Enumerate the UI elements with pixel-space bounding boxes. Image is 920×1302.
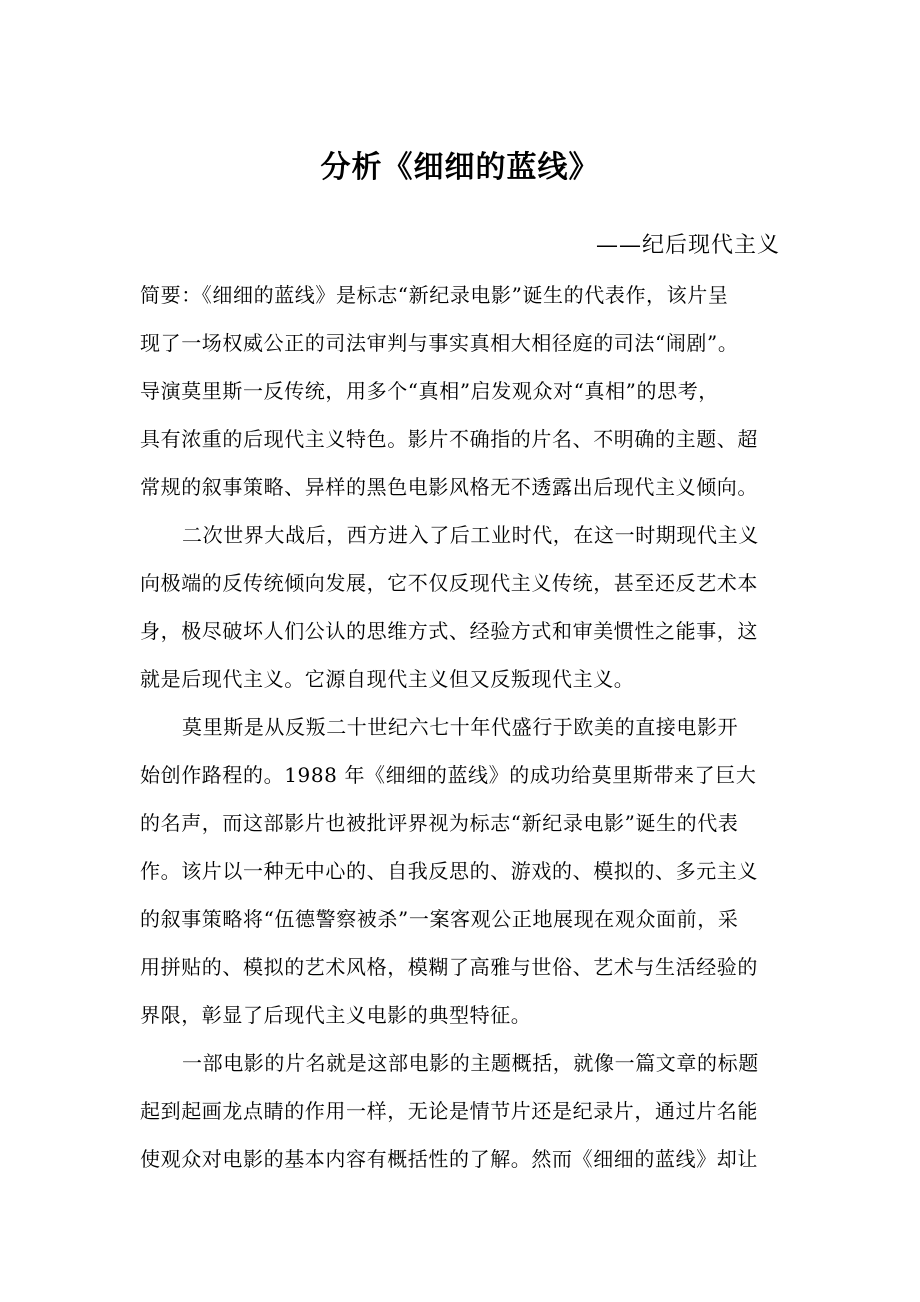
paragraph-line: 使观众对电影的基本内容有概括性的了解。然而《细细的蓝线》却让 [140, 1147, 758, 1171]
paragraph-line: 始创作路程的。1988 年《细细的蓝线》的成功给莫里斯带来了巨大 [140, 763, 757, 787]
paragraph-line: 作。该片以一种无中心的、自我反思的、游戏的、模拟的、多元主义 [140, 859, 758, 883]
abstract-line: 导演莫里斯一反传统，用多个“真相”启发观众对“真相”的思考， [140, 379, 719, 403]
paragraph-line: 身，极尽破坏人们公认的思维方式、经验方式和审美惯性之能事，这 [140, 619, 758, 643]
document-subtitle: ——纪后现代主义 [595, 233, 780, 258]
paragraph-line: 就是后现代主义。它源自现代主义但又反叛现代主义。 [140, 667, 635, 691]
paragraph-line: 的名声，而这部影片也被批评界视为标志“新纪录电影”诞生的代表 [140, 811, 739, 835]
paragraph-line: 界限，彰显了后现代主义电影的典型特征。 [140, 1003, 532, 1027]
paragraph-line: 向极端的反传统倾向发展，它不仅反现代主义传统，甚至还反艺术本 [140, 571, 758, 595]
document-title: 分析《细细的蓝线》 [320, 150, 600, 185]
paragraph-line: 二次世界大战后，西方进入了后工业时代，在这一时期现代主义 [182, 523, 759, 547]
abstract-line: 常规的叙事策略、异样的黑色电影风格无不透露出后现代主义倾向。 [140, 475, 758, 499]
abstract-line: 具有浓重的后现代主义特色。影片不确指的片名、不明确的主题、超 [140, 427, 758, 451]
paragraph-line: 莫里斯是从反叛二十世纪六七十年代盛行于欧美的直接电影开 [182, 715, 739, 739]
paragraph-line: 一部电影的片名就是这部电影的主题概括，就像一篇文章的标题 [182, 1051, 759, 1075]
paragraph-line: 的叙事策略将“伍德警察被杀”一案客观公正地展现在观众面前，采 [140, 907, 739, 931]
paragraph-line: 用拼贴的、模拟的艺术风格，模糊了高雅与世俗、艺术与生活经验的 [140, 955, 758, 979]
paragraph-line: 起到起画龙点睛的作用一样，无论是情节片还是纪录片，通过片名能 [140, 1099, 758, 1123]
abstract-line: 现了一场权威公正的司法审判与事实真相大相径庭的司法“闹剧”。 [140, 331, 739, 355]
abstract-line: 简要：《细细的蓝线》是标志“新纪录电影”诞生的代表作，该片呈 [140, 283, 729, 307]
